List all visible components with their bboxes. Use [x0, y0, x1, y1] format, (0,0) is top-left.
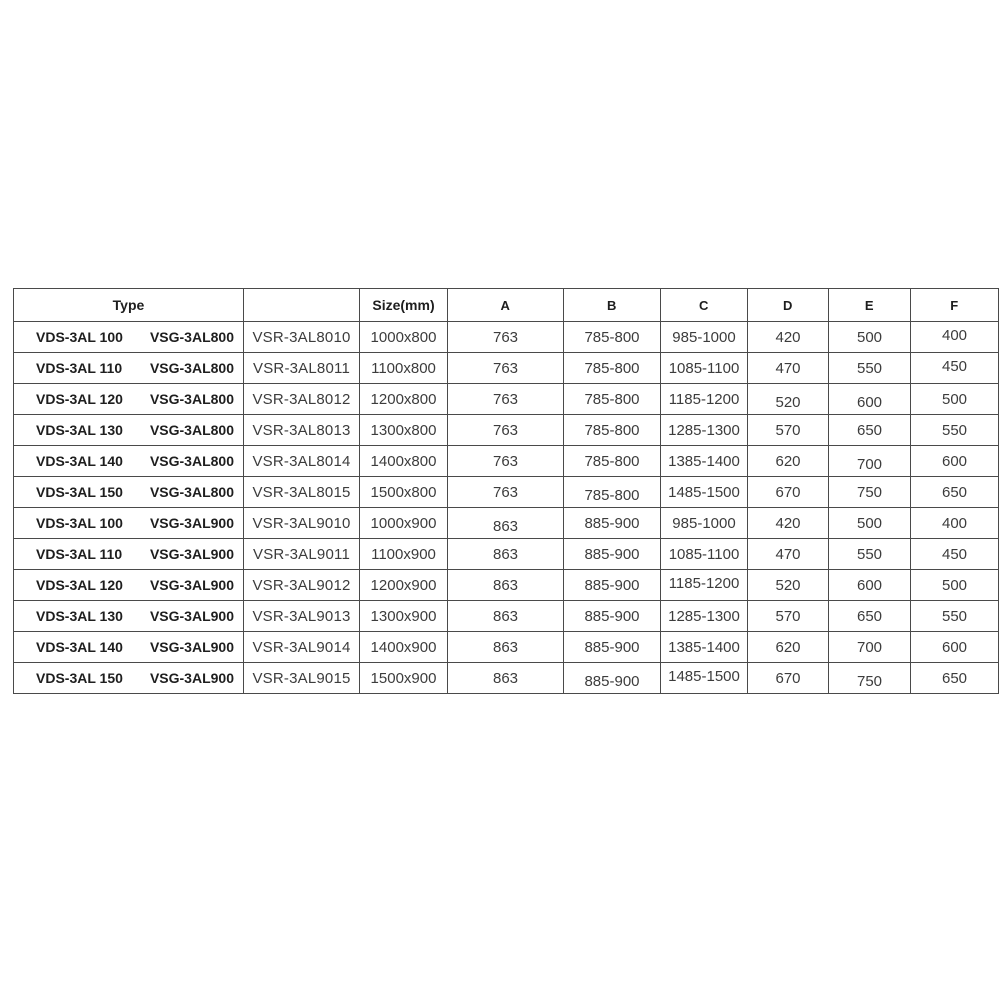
dim-d-cell: 520 — [748, 570, 829, 601]
type-vds-label: VDS-3AL 100 — [36, 329, 123, 345]
spec-table-body — [14, 322, 999, 694]
table-row — [14, 415, 999, 446]
size-cell: 1000x900 — [360, 508, 448, 539]
header-type: Type — [14, 289, 244, 322]
model-code-cell: VSR-3AL8015 — [244, 477, 360, 508]
dim-f-cell: 650 — [911, 477, 999, 508]
dim-b-cell: 885-900 — [564, 539, 661, 570]
size-cell: 1500x900 — [360, 663, 448, 694]
type-vsg-label: VSG-3AL900 — [149, 670, 234, 686]
table-row — [14, 570, 999, 601]
size-cell: 1300x900 — [360, 601, 448, 632]
dim-a-cell: 763 — [448, 446, 564, 477]
model-code-cell: VSR-3AL9015 — [244, 663, 360, 694]
dim-b-cell: 885-900 — [564, 632, 661, 663]
dim-a-cell: 763 — [448, 415, 564, 446]
type-vds-label: VDS-3AL 140 — [36, 453, 123, 469]
type-vsg-label: VSG-3AL800 — [149, 484, 234, 500]
type-vds-label: VDS-3AL 120 — [36, 577, 123, 593]
type-cell — [14, 446, 244, 477]
type-vsg-label: VSG-3AL800 — [149, 422, 234, 438]
model-code-cell: VSR-3AL8014 — [244, 446, 360, 477]
dim-c-cell: 1285-1300 — [661, 415, 748, 446]
size-cell: 1400x900 — [360, 632, 448, 663]
dim-d-cell: 470 — [748, 539, 829, 570]
model-code-cell: VSR-3AL9013 — [244, 601, 360, 632]
table-row — [14, 601, 999, 632]
header-dim-d: D — [748, 289, 829, 322]
dim-f-cell: 600 — [911, 446, 999, 477]
type-vds-label: VDS-3AL 100 — [36, 515, 123, 531]
size-cell: 1100x800 — [360, 353, 448, 384]
dim-d-cell: 620 — [748, 632, 829, 663]
type-vsg-label: VSG-3AL900 — [149, 515, 234, 531]
dim-e-cell: 700 — [829, 446, 911, 477]
dim-f-cell: 500 — [911, 384, 999, 415]
size-cell: 1200x800 — [360, 384, 448, 415]
dim-d-cell: 620 — [748, 446, 829, 477]
dim-e-cell: 700 — [829, 632, 911, 663]
dim-e-cell: 600 — [829, 384, 911, 415]
header-dim-c: C — [661, 289, 748, 322]
dim-f-cell: 450 — [911, 353, 999, 384]
dim-d-cell: 670 — [748, 663, 829, 694]
type-cell — [14, 570, 244, 601]
type-cell — [14, 353, 244, 384]
dim-c-cell: 1085-1100 — [661, 353, 748, 384]
dim-c-cell: 1385-1400 — [661, 446, 748, 477]
dim-d-cell: 670 — [748, 477, 829, 508]
dim-d-cell: 520 — [748, 384, 829, 415]
type-vds-label: VDS-3AL 130 — [36, 422, 123, 438]
header-size: Size(mm) — [360, 289, 448, 322]
dim-e-cell: 500 — [829, 322, 911, 353]
type-vds-label: VDS-3AL 150 — [36, 484, 123, 500]
table-row — [14, 539, 999, 570]
dim-f-cell: 450 — [911, 539, 999, 570]
type-vsg-label: VSG-3AL900 — [149, 639, 234, 655]
dim-a-cell: 763 — [448, 353, 564, 384]
table-row — [14, 477, 999, 508]
type-vsg-label: VSG-3AL800 — [149, 360, 234, 376]
model-code-cell: VSR-3AL9010 — [244, 508, 360, 539]
dim-e-cell: 500 — [829, 508, 911, 539]
type-vsg-label: VSG-3AL800 — [149, 329, 234, 345]
dim-a-cell: 763 — [448, 322, 564, 353]
size-cell: 1200x900 — [360, 570, 448, 601]
dim-d-cell: 570 — [748, 601, 829, 632]
dim-c-cell: 1085-1100 — [661, 539, 748, 570]
dim-f-cell: 550 — [911, 415, 999, 446]
dim-a-cell: 863 — [448, 601, 564, 632]
type-vds-label: VDS-3AL 110 — [36, 546, 123, 562]
dim-a-cell: 763 — [448, 477, 564, 508]
dim-e-cell: 750 — [829, 663, 911, 694]
dim-f-cell: 400 — [911, 322, 999, 353]
type-vsg-label: VSG-3AL900 — [149, 608, 234, 624]
type-vds-label: VDS-3AL 130 — [36, 608, 123, 624]
type-vds-label: VDS-3AL 120 — [36, 391, 123, 407]
model-code-cell: VSR-3AL9011 — [244, 539, 360, 570]
dim-f-cell: 600 — [911, 632, 999, 663]
header-model-code-empty — [244, 289, 360, 322]
dim-e-cell: 550 — [829, 353, 911, 384]
dim-c-cell: 1385-1400 — [661, 632, 748, 663]
table-row — [14, 322, 999, 353]
type-cell — [14, 322, 244, 353]
type-vsg-label: VSG-3AL800 — [149, 453, 234, 469]
dim-a-cell: 863 — [448, 632, 564, 663]
dim-a-cell: 863 — [448, 508, 564, 539]
dim-c-cell: 1185-1200 — [661, 384, 748, 415]
type-cell — [14, 601, 244, 632]
header-dim-e: E — [829, 289, 911, 322]
dim-b-cell: 885-900 — [564, 570, 661, 601]
type-vds-label: VDS-3AL 150 — [36, 670, 123, 686]
type-cell — [14, 539, 244, 570]
type-vsg-label: VSG-3AL900 — [149, 577, 234, 593]
dim-b-cell: 785-800 — [564, 322, 661, 353]
dim-e-cell: 750 — [829, 477, 911, 508]
dim-e-cell: 600 — [829, 570, 911, 601]
dim-a-cell: 863 — [448, 663, 564, 694]
dim-a-cell: 763 — [448, 384, 564, 415]
model-code-cell: VSR-3AL8012 — [244, 384, 360, 415]
type-vds-label: VDS-3AL 140 — [36, 639, 123, 655]
model-code-cell: VSR-3AL8011 — [244, 353, 360, 384]
table-row — [14, 446, 999, 477]
dim-a-cell: 863 — [448, 570, 564, 601]
dim-b-cell: 785-800 — [564, 353, 661, 384]
header-dim-b: B — [564, 289, 661, 322]
model-code-cell: VSR-3AL8010 — [244, 322, 360, 353]
type-cell — [14, 384, 244, 415]
dim-d-cell: 420 — [748, 322, 829, 353]
header-row — [14, 289, 999, 322]
dim-c-cell: 985-1000 — [661, 508, 748, 539]
table-row — [14, 384, 999, 415]
dim-b-cell: 785-800 — [564, 446, 661, 477]
dim-b-cell: 885-900 — [564, 508, 661, 539]
size-cell: 1300x800 — [360, 415, 448, 446]
dim-b-cell: 885-900 — [564, 663, 661, 694]
model-code-cell: VSR-3AL8013 — [244, 415, 360, 446]
type-vsg-label: VSG-3AL900 — [149, 546, 234, 562]
dim-d-cell: 470 — [748, 353, 829, 384]
size-cell: 1000x800 — [360, 322, 448, 353]
dim-b-cell: 785-800 — [564, 415, 661, 446]
dim-b-cell: 785-800 — [564, 477, 661, 508]
type-cell — [14, 477, 244, 508]
type-cell — [14, 632, 244, 663]
size-cell: 1400x800 — [360, 446, 448, 477]
dim-c-cell: 1185-1200 — [661, 570, 748, 601]
dim-a-cell: 863 — [448, 539, 564, 570]
dim-c-cell: 1485-1500 — [661, 477, 748, 508]
table-row — [14, 632, 999, 663]
type-cell — [14, 663, 244, 694]
header-dim-a: A — [448, 289, 564, 322]
dim-c-cell: 985-1000 — [661, 322, 748, 353]
model-code-cell: VSR-3AL9012 — [244, 570, 360, 601]
spec-table — [13, 288, 999, 694]
type-vds-label: VDS-3AL 110 — [36, 360, 123, 376]
dim-b-cell: 885-900 — [564, 601, 661, 632]
dim-e-cell: 650 — [829, 415, 911, 446]
dim-e-cell: 650 — [829, 601, 911, 632]
header-dim-f: F — [911, 289, 999, 322]
spec-table-header — [14, 289, 999, 322]
table-row — [14, 508, 999, 539]
dim-b-cell: 785-800 — [564, 384, 661, 415]
dim-d-cell: 420 — [748, 508, 829, 539]
model-code-cell: VSR-3AL9014 — [244, 632, 360, 663]
dim-f-cell: 550 — [911, 601, 999, 632]
dim-c-cell: 1285-1300 — [661, 601, 748, 632]
dim-d-cell: 570 — [748, 415, 829, 446]
size-cell: 1100x900 — [360, 539, 448, 570]
table-row — [14, 663, 999, 694]
dim-f-cell: 650 — [911, 663, 999, 694]
dim-c-cell: 1485-1500 — [661, 663, 748, 694]
type-cell — [14, 508, 244, 539]
size-cell: 1500x800 — [360, 477, 448, 508]
dim-f-cell: 500 — [911, 570, 999, 601]
type-vsg-label: VSG-3AL800 — [149, 391, 234, 407]
table-row — [14, 353, 999, 384]
dim-f-cell: 400 — [911, 508, 999, 539]
dim-e-cell: 550 — [829, 539, 911, 570]
type-cell — [14, 415, 244, 446]
